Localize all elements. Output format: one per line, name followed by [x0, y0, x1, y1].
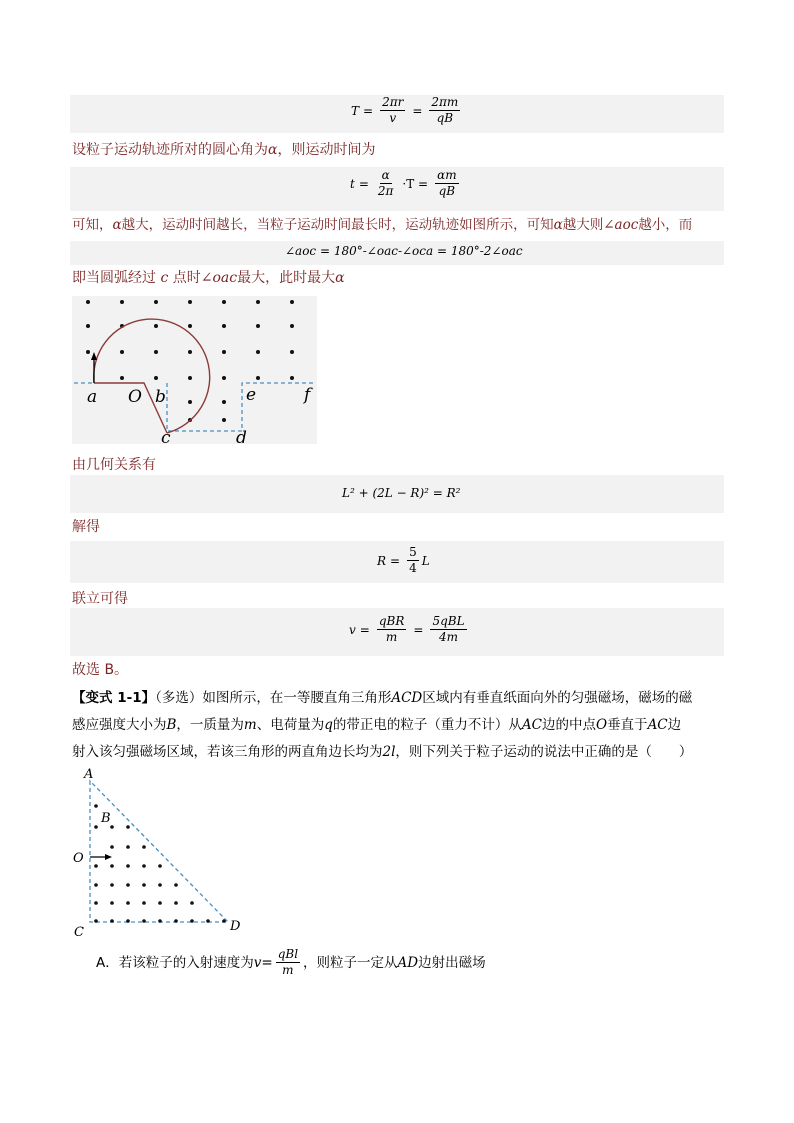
arrow-head-icon: [105, 854, 112, 860]
particle-trajectory: [94, 319, 210, 433]
question-line-2: 感应强度大小为B，一质量为m、电荷量为q的带正电的粒子（重力不计）从AC边的中点O垂直于AC边: [72, 717, 682, 733]
answer-line-5: 解得: [72, 519, 100, 535]
formula-radius: R = $\frac{5}{4}$ L: [377, 545, 430, 575]
answer-line-3: 即当圆弧经过 c 点时∠oac最大，此时最大α: [72, 270, 345, 286]
answer-line-2: 可知，α越大，运动时间越长，当粒子运动时间最长时，运动轨迹如图所示，可知α越大则∠aoc越小，而: [72, 217, 693, 233]
triangle-boundary: [90, 781, 228, 922]
question-line-3: 射入该匀强磁场区域，若该三角形的两直角边长均为2l，则下列关于粒子运动的说法中正确的是（ ）: [72, 744, 693, 760]
question-line-1: 【变式 1-1】（多选）如图所示，在一等腰直角三角形ACD区域内有垂直纸面向外的匀强磁场，磁场的磁: [72, 690, 693, 706]
label-f: f: [304, 385, 311, 405]
label-a: a: [87, 387, 98, 407]
trajectory-svg: [72, 296, 317, 444]
label-B: B: [101, 811, 111, 826]
triangle-figure: [70, 766, 250, 941]
answer-line-1: 设粒子运动轨迹所对的圆心角为α，则运动时间为: [72, 142, 376, 158]
formula-velocity: v = $\frac{\text{qBR}}{m}$ = $\frac{\text{5qBL}}{4m}$: [349, 614, 465, 644]
label-D: D: [230, 919, 241, 934]
formula-angle: ∠aoc = 180°-∠oac-∠oca = 180°-2∠oac: [285, 244, 523, 258]
label-O: O: [73, 851, 84, 866]
label-C: C: [74, 925, 84, 940]
label-d: d: [236, 428, 247, 444]
answer-line-6: 联立可得: [72, 591, 128, 607]
label-e: e: [246, 385, 257, 405]
label-O: O: [128, 387, 142, 407]
boundary-dashed: [74, 383, 316, 431]
option-A: A．若该粒子的入射速度为 v= $\frac{\text{qBl}}{m}$ ，则粒子一定从 AD 边射出磁场: [96, 947, 486, 977]
answer-line-4: 由几何关系有: [72, 457, 156, 473]
formula-time: t = $\frac{\alpha}{2\pi}$ ·T = $\frac{\alpha m}{qB}$: [350, 168, 457, 198]
formula-geometry: L² + (2L − R)² = R²: [342, 486, 461, 500]
formula-period: T = $\frac{2\pi r}{v}$ = $\frac{2\pi m}{qB}$: [351, 95, 459, 125]
answer-conclusion: 故选 B。: [72, 662, 129, 678]
label-c: c: [161, 428, 171, 444]
label-A: A: [84, 767, 94, 782]
magnetic-field-dots: [86, 300, 294, 422]
field-dots: [94, 804, 226, 923]
label-b: b: [155, 387, 166, 407]
arrow-head-icon: [91, 352, 97, 360]
triangle-svg: [70, 766, 250, 941]
trajectory-figure: [72, 296, 317, 444]
